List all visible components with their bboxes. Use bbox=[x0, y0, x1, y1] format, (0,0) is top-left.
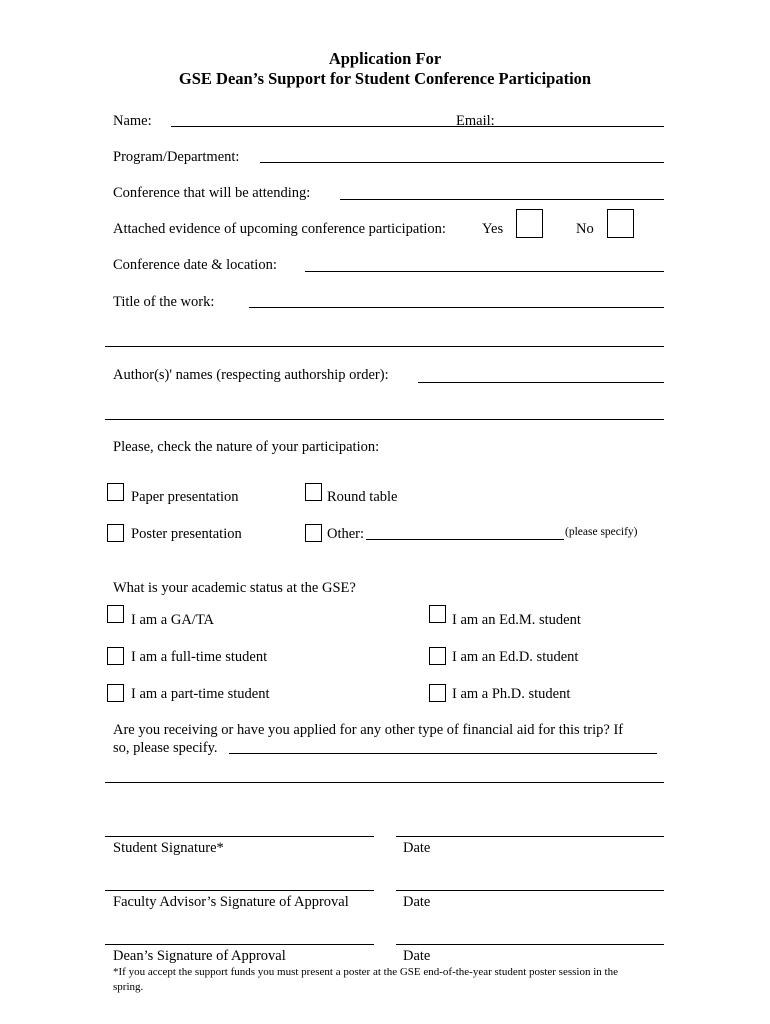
date-location-label: Conference date & location: bbox=[113, 257, 277, 273]
advisor-date-label: Date bbox=[403, 894, 431, 910]
form-title-line-1: Application For bbox=[328, 49, 442, 68]
other-checkbox[interactable] bbox=[305, 524, 322, 542]
student-date-line[interactable] bbox=[396, 836, 664, 837]
full-time-checkbox[interactable] bbox=[107, 647, 124, 665]
authors-label: Author(s)' names (respecting authorship order): bbox=[113, 367, 389, 383]
student-signature-label: Student Signature* bbox=[113, 840, 224, 856]
status-prompt: What is your academic status at the GSE? bbox=[113, 580, 356, 596]
evidence-no-checkbox[interactable] bbox=[607, 209, 634, 238]
evidence-label: Attached evidence of upcoming conference participation: bbox=[113, 221, 446, 237]
work-title-field[interactable] bbox=[249, 307, 664, 308]
paper-presentation-checkbox[interactable] bbox=[107, 483, 124, 501]
program-label: Program/Department: bbox=[113, 149, 240, 165]
phd-label: I am a Ph.D. student bbox=[452, 686, 571, 702]
edm-label: I am an Ed.M. student bbox=[452, 612, 581, 628]
other-specify-field[interactable] bbox=[366, 539, 564, 540]
round-table-label: Round table bbox=[327, 489, 398, 505]
round-table-checkbox[interactable] bbox=[305, 483, 322, 501]
student-signature-line[interactable] bbox=[105, 836, 374, 837]
advisor-signature-label: Faculty Advisor’s Signature of Approval bbox=[113, 894, 349, 910]
footnote: *If you accept the support funds you must present a poster at the GSE end-of-the-year student poster session in the spring. bbox=[113, 966, 618, 993]
work-title-label: Title of the work: bbox=[113, 294, 215, 310]
phd-checkbox[interactable] bbox=[429, 684, 446, 702]
part-time-label: I am a part-time student bbox=[131, 686, 270, 702]
evidence-yes-checkbox[interactable] bbox=[516, 209, 543, 238]
financial-aid-field-continuation[interactable] bbox=[105, 782, 664, 783]
ga-ta-checkbox[interactable] bbox=[107, 605, 124, 623]
financial-aid-question-line-2: so, please specify. bbox=[113, 740, 218, 756]
edd-label: I am an Ed.D. student bbox=[452, 649, 579, 665]
dean-date-label: Date bbox=[403, 948, 431, 964]
name-field[interactable] bbox=[171, 126, 453, 127]
full-time-label: I am a full-time student bbox=[131, 649, 268, 665]
advisor-signature-line[interactable] bbox=[105, 890, 374, 891]
financial-aid-question-line-1: Are you receiving or have you applied for any other type of financial aid for this trip? If bbox=[113, 722, 624, 738]
form-title-line-2: GSE Dean’s Support for Student Conference Participation bbox=[178, 69, 592, 88]
edm-checkbox[interactable] bbox=[429, 605, 446, 623]
dean-signature-label: Dean’s Signature of Approval bbox=[113, 948, 286, 964]
name-label: Name: bbox=[113, 113, 152, 129]
ga-ta-label: I am a GA/TA bbox=[131, 612, 214, 628]
participation-prompt: Please, check the nature of your participation: bbox=[113, 439, 380, 455]
other-specify-hint: (please specify) bbox=[565, 526, 638, 538]
email-label: Email: bbox=[456, 113, 495, 129]
conference-label: Conference that will be attending: bbox=[113, 185, 311, 201]
edd-checkbox[interactable] bbox=[429, 647, 446, 665]
program-field[interactable] bbox=[260, 162, 664, 163]
authors-field-continuation[interactable] bbox=[105, 419, 664, 420]
student-date-label: Date bbox=[403, 840, 431, 856]
paper-presentation-label: Paper presentation bbox=[131, 489, 239, 505]
poster-presentation-label: Poster presentation bbox=[131, 526, 242, 542]
other-label: Other: bbox=[327, 526, 365, 542]
advisor-date-line[interactable] bbox=[396, 890, 664, 891]
work-title-field-continuation[interactable] bbox=[105, 346, 664, 347]
conference-field[interactable] bbox=[340, 199, 664, 200]
email-field[interactable] bbox=[453, 126, 664, 127]
financial-aid-field[interactable] bbox=[229, 753, 657, 754]
evidence-no-label: No bbox=[576, 221, 594, 237]
part-time-checkbox[interactable] bbox=[107, 684, 124, 702]
dean-signature-line[interactable] bbox=[105, 944, 374, 945]
authors-field[interactable] bbox=[418, 382, 664, 383]
evidence-yes-label: Yes bbox=[482, 221, 504, 237]
poster-presentation-checkbox[interactable] bbox=[107, 524, 124, 542]
dean-date-line[interactable] bbox=[396, 944, 664, 945]
date-location-field[interactable] bbox=[305, 271, 664, 272]
